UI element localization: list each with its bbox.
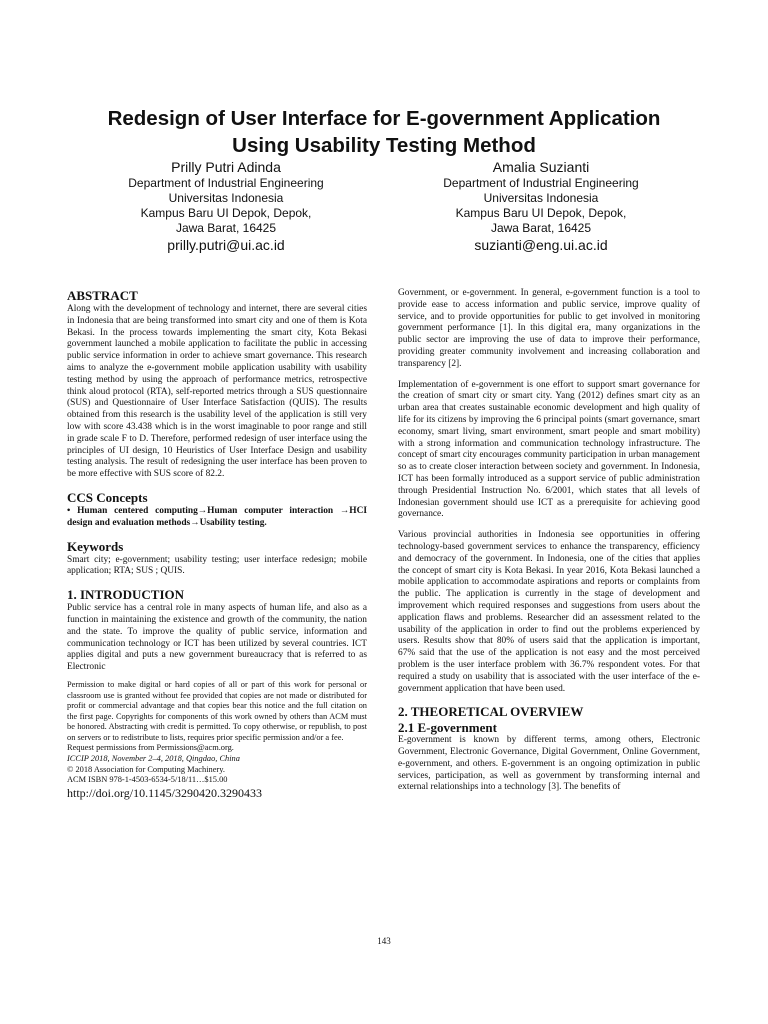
page-number: 143 [377,936,391,946]
permission-block [67,680,367,801]
author-address-2: Jawa Barat, 16425 [175,221,277,235]
title-line-1: Redesign of User Interface for E-government Application [107,107,661,130]
isbn-line: ACM ISBN 978-1-4503-6534-5/18/11…$15.00 [67,775,228,785]
ccs-concepts: • Human centered computing→Human computer interaction →HCI design and evaluation methods→Usability testing. [67,505,367,528]
author-email[interactable]: prilly.putri@ui.ac.id [167,237,285,253]
title-line-2: Using Usability Testing Method [232,134,536,157]
introduction-paragraph: Public service has a central role in many aspects of human life, and also as a function in maintaining the existence and growth of the community, the nation and the state. To improve the quality of public service, information and communication technology or ICT has been utilized by several countries. ICT applies digital and puts a new government bureaucracy that is referred to as Electronic [67,603,367,673]
ccs-heading: CCS Concepts [67,489,148,505]
paragraph: Government, or e-government. In general, e-government function is a tool to provide ease to access information and public service, improve quality of service, and to provide opportunities for public to get involved in monitoring government performance [1]. In this digital era, many organizations in the public sector are improving the use of data to improve their performance, providing greater community involvement and increasing collaboration and transparency [2]. [398,288,700,369]
author-name: Prilly Putri Adinda [171,159,281,175]
author-name: Amalia Suzianti [492,159,590,175]
author-address-1: Kampus Baru UI Depok, Depok, [140,206,312,220]
copyright-line: © 2018 Association for Computing Machinery. [67,764,225,774]
author-university: Universitas Indonesia [483,191,599,205]
permission-request: Request permissions from Permissions@acm.org. [67,743,234,753]
keywords-text: Smart city; e-government; usability testing; user interface redesign; mobile application; RTA; SUS ; QUIS. [67,554,367,577]
doi-link[interactable]: http://doi.org/10.1145/3290420.3290433 [67,785,263,800]
author-address-2: Jawa Barat, 16425 [490,221,592,235]
abstract-heading: ABSTRACT [67,288,138,303]
left-column [67,288,367,801]
theoretical-overview-heading: 2. THEORETICAL OVERVIEW [398,704,584,720]
keywords-heading: Keywords [67,538,124,554]
paragraph: Various provincial authorities in Indonesia see opportunities in offering technology-based government services to enhance the transparency, efficiency and democracy of the government. In Indonesia, one of the cities that applies the concept of smart city is Kota Bekasi. In year 2016, Kota Bekasi launched a mobile application to accommodate aspirations and reports or complaints from the public. The application is currently in the stage of development and improvement which required responses and suggestions from users about the application flaws and problems. Researcher did an assessment related to the usability of the application in order to find out the problems experienced by users. Results show that 80% of users said that the application is important, 67% said that the use of the application is not easy and the most perceived problem is the user interface problem with 36.7% respondent votes. For that required a study on usability that is associated with the user interface of the e-government application that have been used. [398,530,700,694]
author-university: Universitas Indonesia [168,191,284,205]
author-address-1: Kampus Baru UI Depok, Depok, [455,206,627,220]
right-column [398,288,700,794]
author-block-1 [76,158,376,254]
abstract-text: Along with the development of technology and internet, there are several cities in Indonesia that are being transformed into smart city and one of them is Kota Bekasi. In the process towards implementing the smart city, Kota Bekasi government launched a mobile application to facilitate the public in accessing public service information in order to achieve smart governance. This research aims to analyze the e-government mobile application usability with usability testing method by using the approach of performance metrics, retrospective think aloud protocol (RTA), self-reported metrics through a SUS questionnaire (SUS) and Questionnaire of User Interface Satisfaction (QUIS). The results obtained from this research is the usability level of the application is still very low with score 43.438 which is in the worst imaginable to poor range and still in grade scale F to D. Therefore, performed redesign of user interface using the principles of UI design, 10 Heuristics of User Interface Design and usability testing analysis. The result of redesigning the user interface has been proven to be more effective with SUS score of 82.2. [67,304,367,480]
author-department: Department of Industrial Engineering [128,176,324,190]
conference-info: ICCIP 2018, November 2–4, 2018, Qingdao, China [67,754,240,764]
paragraph: E-government is known by different terms, among others, Electronic Government, Electronic Governance, Digital Government, Online Government, e-government, and others. E-government is an ongoing optimization in public services, participation, as well as government by transforming internal and external relationships into a technology [3]. The benefits of [398,735,700,793]
permission-text: Permission to make digital or hard copies of all or part of this work for personal or classroom use is granted without fee provided that copies are not made or distributed for profit or commercial advantage and that copies bear this notice and the full citation on the first page. Copyrights for components of this work owned by others than ACM must be honored. Abstracting with credit is permitted. To copy otherwise, or republish, to post on servers or to redistribute to lists, requires prior specific permission and/or a fee. [67,679,367,742]
author-block-2 [391,158,691,254]
introduction-heading: 1. INTRODUCTION [67,587,185,603]
author-email[interactable]: suzianti@eng.ui.ac.id [474,237,608,253]
author-department: Department of Industrial Engineering [443,176,639,190]
paragraph: Implementation of e-government is one effort to support smart governance for the creation of smart city or smart city. Yang (2012) defines smart city as an urban area that creates sustainable economic development and high quality of life for its citizens by improving the 6 principal points (smart governance, smart economy, smart living, smart environment, smart people and smart mobility) with a strong information and communication technology infrastructure. The concept of smart city encourages community participation in urban management so as to create closer interaction between society and government. In Indonesia, ICT has been formally introduced as a support service of public administration through Presidential Instruction No. 6/2001, which states that all levels of Indonesian government should use ICT as a prerequisite for achieving good governance. [398,379,700,520]
paper-title [40,105,728,159]
e-government-subheading: 2.1 E-government [398,720,497,736]
